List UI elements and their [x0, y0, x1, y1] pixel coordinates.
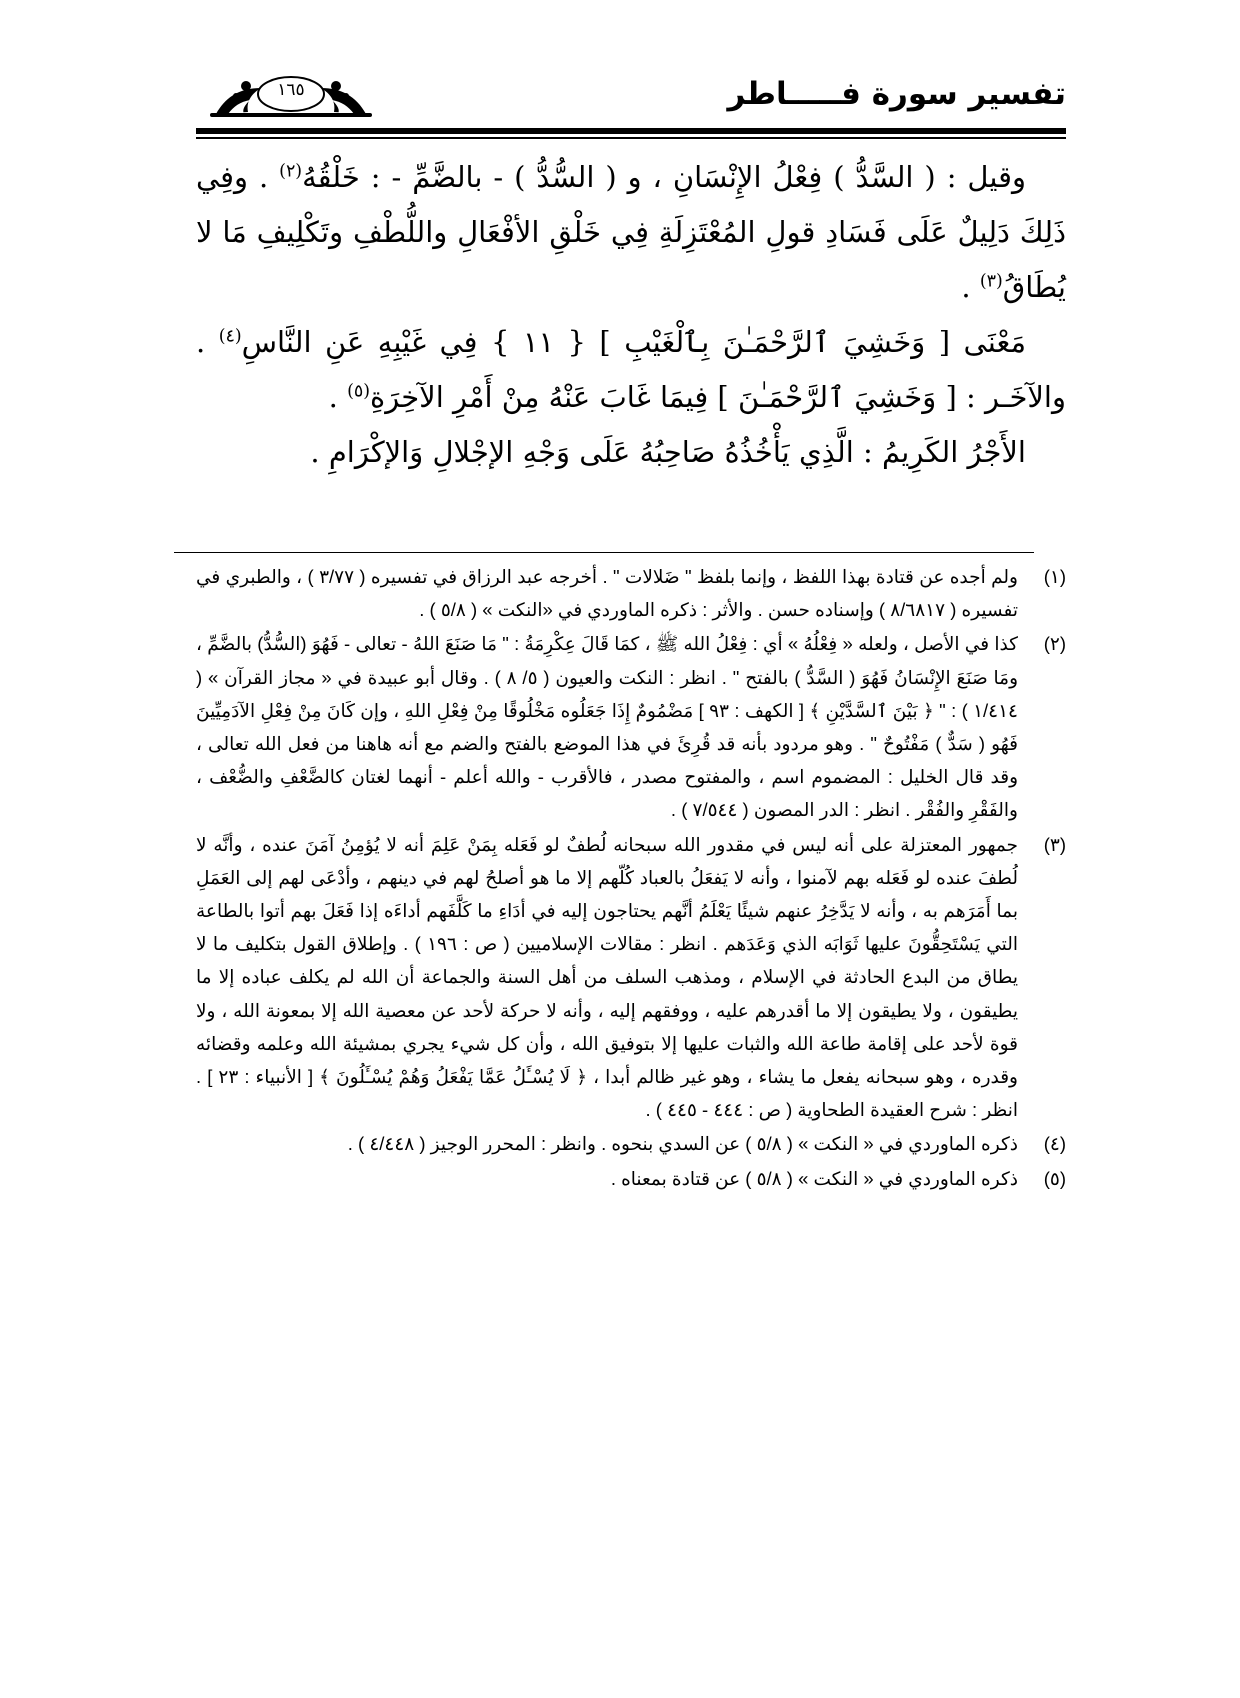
- header-rule-thin: [196, 137, 1066, 139]
- page-title: تفسير سورة فـــــاطر: [727, 76, 1066, 112]
- quran-verse: وَخَشِيَ ٱلرَّحْمَـٰنَ: [737, 380, 937, 414]
- footnote: [196, 1127, 1066, 1160]
- footnote-ref[interactable]: (٢): [279, 161, 303, 182]
- footnote-ref[interactable]: (٤): [218, 326, 242, 347]
- footnote: [196, 828, 1066, 1127]
- footnote-ref[interactable]: (٣): [979, 271, 1003, 292]
- footnote-number: (٢): [1043, 633, 1066, 655]
- page-number: ١٦٥: [277, 80, 305, 100]
- paragraph-sadd: وقيل : ( السَّدُّ ) فِعْلُ الإِنْسَانِ ، و ( السُّدُّ ) - بالضَّمِّ - : خَلْقُهُ$^{(٢)}$ . وفِي ذَلِكَ دَلِيلٌ عَلَى فَسَادِ قولِ المُعْتَزِلَةِ فِي خَلْقِ الأفْعَالِ واللُّطْفِ وتَكْلِيفِ مَا لا يُطَاقُ$^{(٣)}$ .: [196, 160, 1066, 304]
- footnote-number: (٣): [1043, 833, 1066, 855]
- footnote-number: (١): [1043, 566, 1066, 587]
- footnote-text: ذكره الماوردي في « النكت » ( ٥/٨ ) عن قتادة بمعناه .: [610, 1167, 1018, 1189]
- main-text: [196, 150, 1066, 480]
- footnote-text: ذكره الماوردي في « النكت » ( ٥/٨ ) عن السدي بنحوه . وانظر : المحرر الوجيز ( ٤/٤٤٨ ) .: [347, 1133, 1018, 1155]
- quran-verse: وَخَشِيَ ٱلرَّحْمَـٰنَ بِٱلْغَيْبِ: [624, 325, 926, 359]
- paragraph-khashiya: مَعْنَى [ وَخَشِيَ ٱلرَّحْمَـٰنَ بِٱلْغَيْبِ ] { ١١ } فِي غَيْبِهِ عَنِ النَّاسِ$^{(٤)}$ . والآخَـر : [ وَخَشِيَ ٱلرَّحْمَـٰنَ ] فِيمَا غَابَ عَنْهُ مِنْ أَمْرِ الآخِرَةِ$^{(٥)}$ .: [196, 325, 1066, 414]
- header-rule-thick: [196, 128, 1066, 134]
- footnote-number: (٥): [1043, 1167, 1066, 1189]
- footnotes: [196, 560, 1066, 1196]
- footnote-text: كذا في الأصل ، ولعله « فِعْلُهُ » أي : فِعْلُ الله ﷺ ، كمَا قَالَ عِكْرِمَةُ : " مَا صَنَعَ اللهُ - تعالى - فَهُوَ (السُّدُّ) بالضَّمِّ ، ومَا صَنَعَ الإِنْسَانُ فَهُوَ ( السَّدُّ ) بالفتح " . انظر : النكت والعيون ( ٥/ ٨ ) . وقال أبو عبيدة في « مجاز القرآن » ( ١/٤١٤ ) : " ﴿ بَيْنَ ٱلسَّدَّيْنِ ﴾ [ الكهف : ٩٣ ] مَضْمُومٌ إِذَا جَعَلُوه مَخْلُوقًا مِنْ فِعْلِ اللهِ ، وإن كَانَ مِنْ فِعْلِ الآدَمِيِّينَ فَهُو ( سَدٌّ ) مَفْتُوحٌ " . وهو مردود بأنه قد قُرِئَ في هذا الموضع بالفتح والضم مع أنه هاهنا من فعل الله تعالى ، وقد قال الخليل : المضموم اسم ، والمفتوح مصدر ، فالأقرب - والله أعلم - أنهما لغتان كالضَّعْفِ والضُّعْف ، والفَقْرِ والفُقْر . انظر : الدر المصون ( ٧/٥٤٤ ) .: [196, 633, 1019, 821]
- footnote-number: (٤): [1043, 1133, 1066, 1155]
- footnote-text: ولم أجده عن قتادة بهذا اللفظ ، وإنما بلفظ " ضَلالات " . أخرجه عبد الرزاق في تفسيره ( ٣/٧٧ ) ، والطبري في تفسيره ( ٨/٦٨١٧ ) وإسناده حسن . والأثر : ذكره الماوردي في «النكت » ( ٥/٨ ) .: [196, 566, 1018, 621]
- footnote-ref[interactable]: (٥): [347, 381, 371, 402]
- running-header: [196, 66, 1066, 130]
- paragraph-ajr: الأَجْرُ الكَرِيمُ : الَّذِي يَأْخُذُهُ صَاحِبُهُ عَلَى وَجْهِ الإجْلالِ وَالإكْرَامِ .: [310, 435, 1026, 469]
- footnote-separator: [174, 552, 1034, 553]
- footnote: [196, 1162, 1066, 1195]
- footnote: [196, 627, 1066, 826]
- footnote-text: جمهور المعتزلة على أنه ليس في مقدور الله سبحانه لُطفٌ لو فَعَله بِمَنْ عَلِمَ أنه لا يُؤمِنُ آمَنَ عنده ، وأنَّه لا لُطفَ عنده لو فَعَله بهم لآمنوا ، وأنه لا يَفعَلُ بالعباد كُلّهم إلا ما هو أصلحُ لهم في دينهم ، وأدْعَى لهم إلى العَمَلِ بما أَمَرَهم به ، وأنه لا يَدَّخِرُ عنهم شيئًا يَعْلَمُ أنَّهم يحتاجون إليه في أدَاءِ ما كَلَّفَهم أداءَه إذا فَعَلَ بهم أتوا بالطاعة التي يَسْتَحِقُّونَ عليها ثَوَابَه الذي وَعَدَهم . انظر : مقالات الإسلاميين ( ص : ١٩٦ ) . وإطلاق القول بتكليف ما لا يطاق من البدع الحادثة في الإسلام ، ومذهب السلف من أهل السنة والجماعة أن الله لم يكلف عباده إلا ما يطيقون ، ولا يطيقون إلا ما أقدرهم عليه ، ووفقهم إليه ، وأنه لا حركة لأحد عن معصية الله إلا بمعونة الله ، ولا قوة لأحد على إقامة طاعة الله والثبات عليها إلا بتوفيق الله ، وأن كل شيء يجري بمشيئة الله وعلمه وقضائه وقدره ، وهو سبحانه يفعل ما يشاء ، وهو غير ظالم أبدا ، ﴿ لَا يُسْـَٔلُ عَمَّا يَفْعَلُ وَهُمْ يُسْـَٔلُونَ ﴾ [ الأنبياء : ٢٣ ] . انظر : شرح العقيدة الطحاوية ( ص : ٤٤٤ - ٤٤٥ ) .: [196, 833, 1018, 1121]
- footnote: [196, 560, 1066, 626]
